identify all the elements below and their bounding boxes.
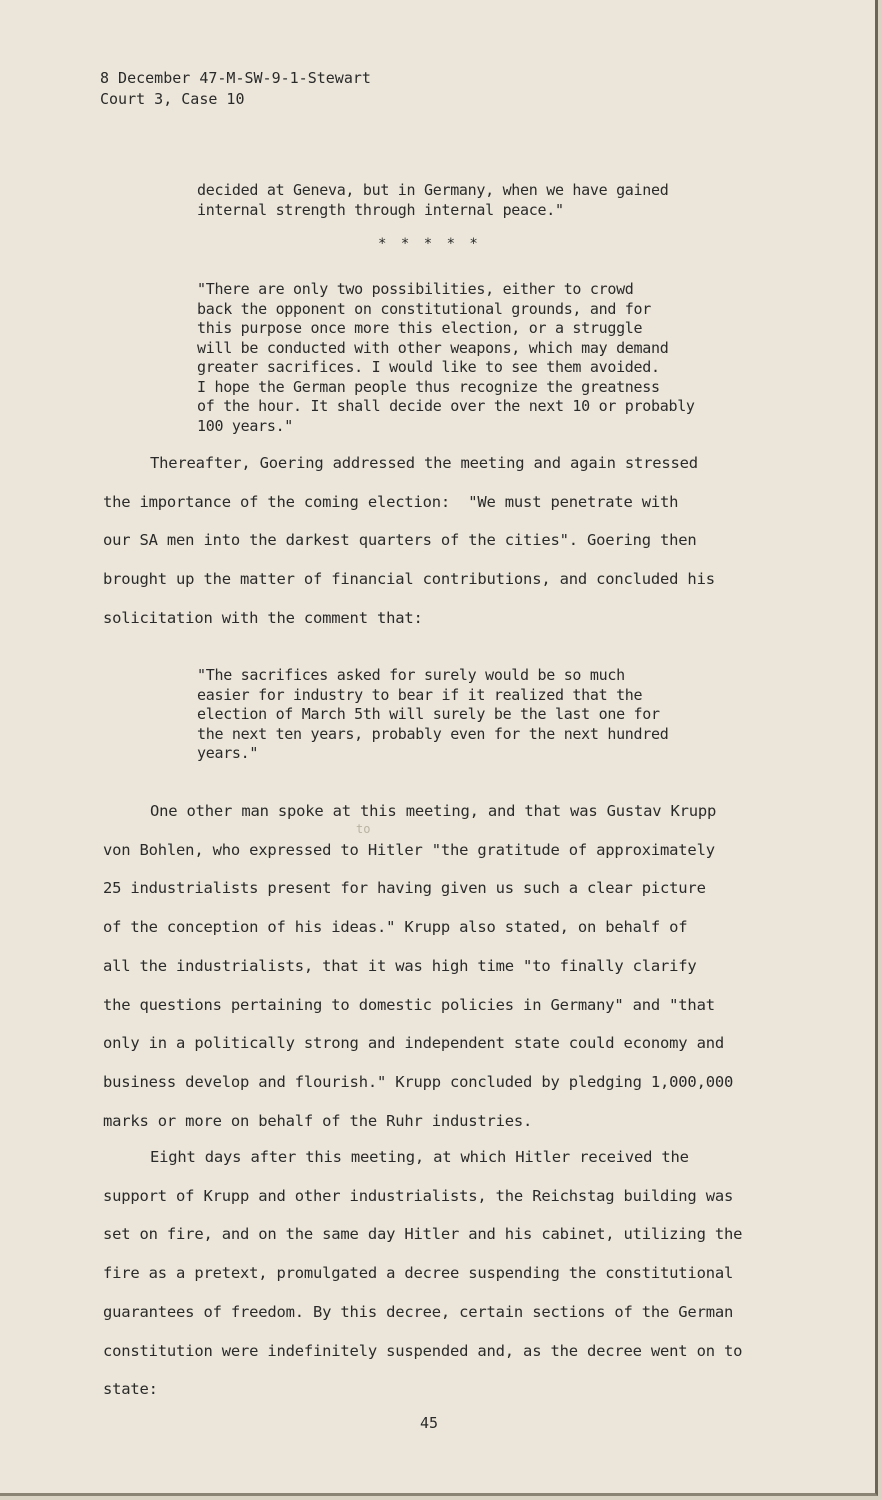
quote-block-possibilities [197,280,695,436]
quote-block-sacrifices [197,666,668,764]
page-number: 45 [420,1414,439,1432]
paragraph-line: guarantees of freedom. By this decree, certain sections of the German [103,1302,734,1321]
quote-line: "There are only two possibilities, either to crowd [197,280,634,298]
quote-line: election of March 5th will surely be the last one for [197,705,660,723]
quote-line: back the opponent on constitutional grounds, and for [197,299,652,318]
quote-line: years." [197,744,259,762]
paragraph-line: marks or more on behalf of the Ruhr industries. [103,1111,533,1130]
paragraph-line: One other man spoke at this meeting, and that was Gustav Krupp [150,802,717,820]
quote-line: the next ten years, probably even for the next hundred [197,724,669,743]
handwritten-annotation: to [356,822,371,836]
paragraph-line: constitution were indefinitely suspended and, as the decree went on to [103,1341,743,1360]
paragraph-line: the importance of the coming election: "We must penetrate with [103,492,679,511]
quote-line: easier for industry to bear if it realized that the [197,685,643,704]
paragraph-line: all the industrialists, that it was high time "to finally clarify [103,956,697,975]
paragraph-line: solicitation with the comment that: [103,608,423,627]
paragraph-line: only in a politically strong and independent state could economy and [103,1034,724,1053]
paragraph-line: our SA men into the darkest quarters of the cities". Goering then [103,531,697,550]
paragraph-line: state: [103,1380,158,1399]
quote-line: will be conducted with other weapons, which may demand [197,338,669,357]
document-header [100,68,371,110]
quote-line: greater sacrifices. I would like to see them avoided. [197,358,660,376]
paragraph-line: of the conception of his ideas." Krupp also stated, on behalf of [103,918,688,937]
paragraph-line: von Bohlen, who expressed to Hitler "the gratitude of approximately [103,840,715,859]
section-separator: * * * * * [378,236,481,252]
paragraph-line: business develop and flourish." Krupp concluded by pledging 1,000,000 [103,1072,734,1091]
header-line-court-case: Court 3, Case 10 [100,90,245,108]
paragraph-line: support of Krupp and other industrialists, the Reichstag building was [103,1186,734,1205]
paragraph-reichstag [103,1138,742,1409]
quote-line: decided at Geneva, but in Germany, when we have gained [197,181,669,199]
paragraph-line: 25 industrialists present for having given us such a clear picture [103,879,706,898]
quote-line: I hope the German people thus recognize the greatness [197,377,660,396]
paragraph-line: fire as a pretext, promulgated a decree suspending the constitutional [103,1264,734,1283]
paragraph-line: Thereafter, Goering addressed the meeting and again stressed [150,454,698,472]
quote-line: "The sacrifices asked for surely would be so much [197,666,625,684]
paragraph-line: brought up the matter of financial contributions, and concluded his [103,570,715,589]
quote-line: 100 years." [197,416,294,435]
paragraph-line: Eight days after this meeting, at which Hitler received the [150,1148,689,1166]
quote-line: of the hour. It shall decide over the next 10 or probably [197,397,695,415]
quote-line: internal strength through internal peace." [197,200,564,219]
header-line-date-reference: 8 December 47-M-SW-9-1-Stewart [100,69,371,87]
quote-block-geneva [197,181,668,220]
paragraph-krupp [103,792,733,1140]
paragraph-line: the questions pertaining to domestic policies in Germany" and "that [103,995,715,1014]
paragraph-line: set on fire, and on the same day Hitler and his cabinet, utilizing the [103,1225,743,1244]
quote-line: this purpose once more this election, or a struggle [197,319,643,337]
paragraph-goering [103,444,715,638]
